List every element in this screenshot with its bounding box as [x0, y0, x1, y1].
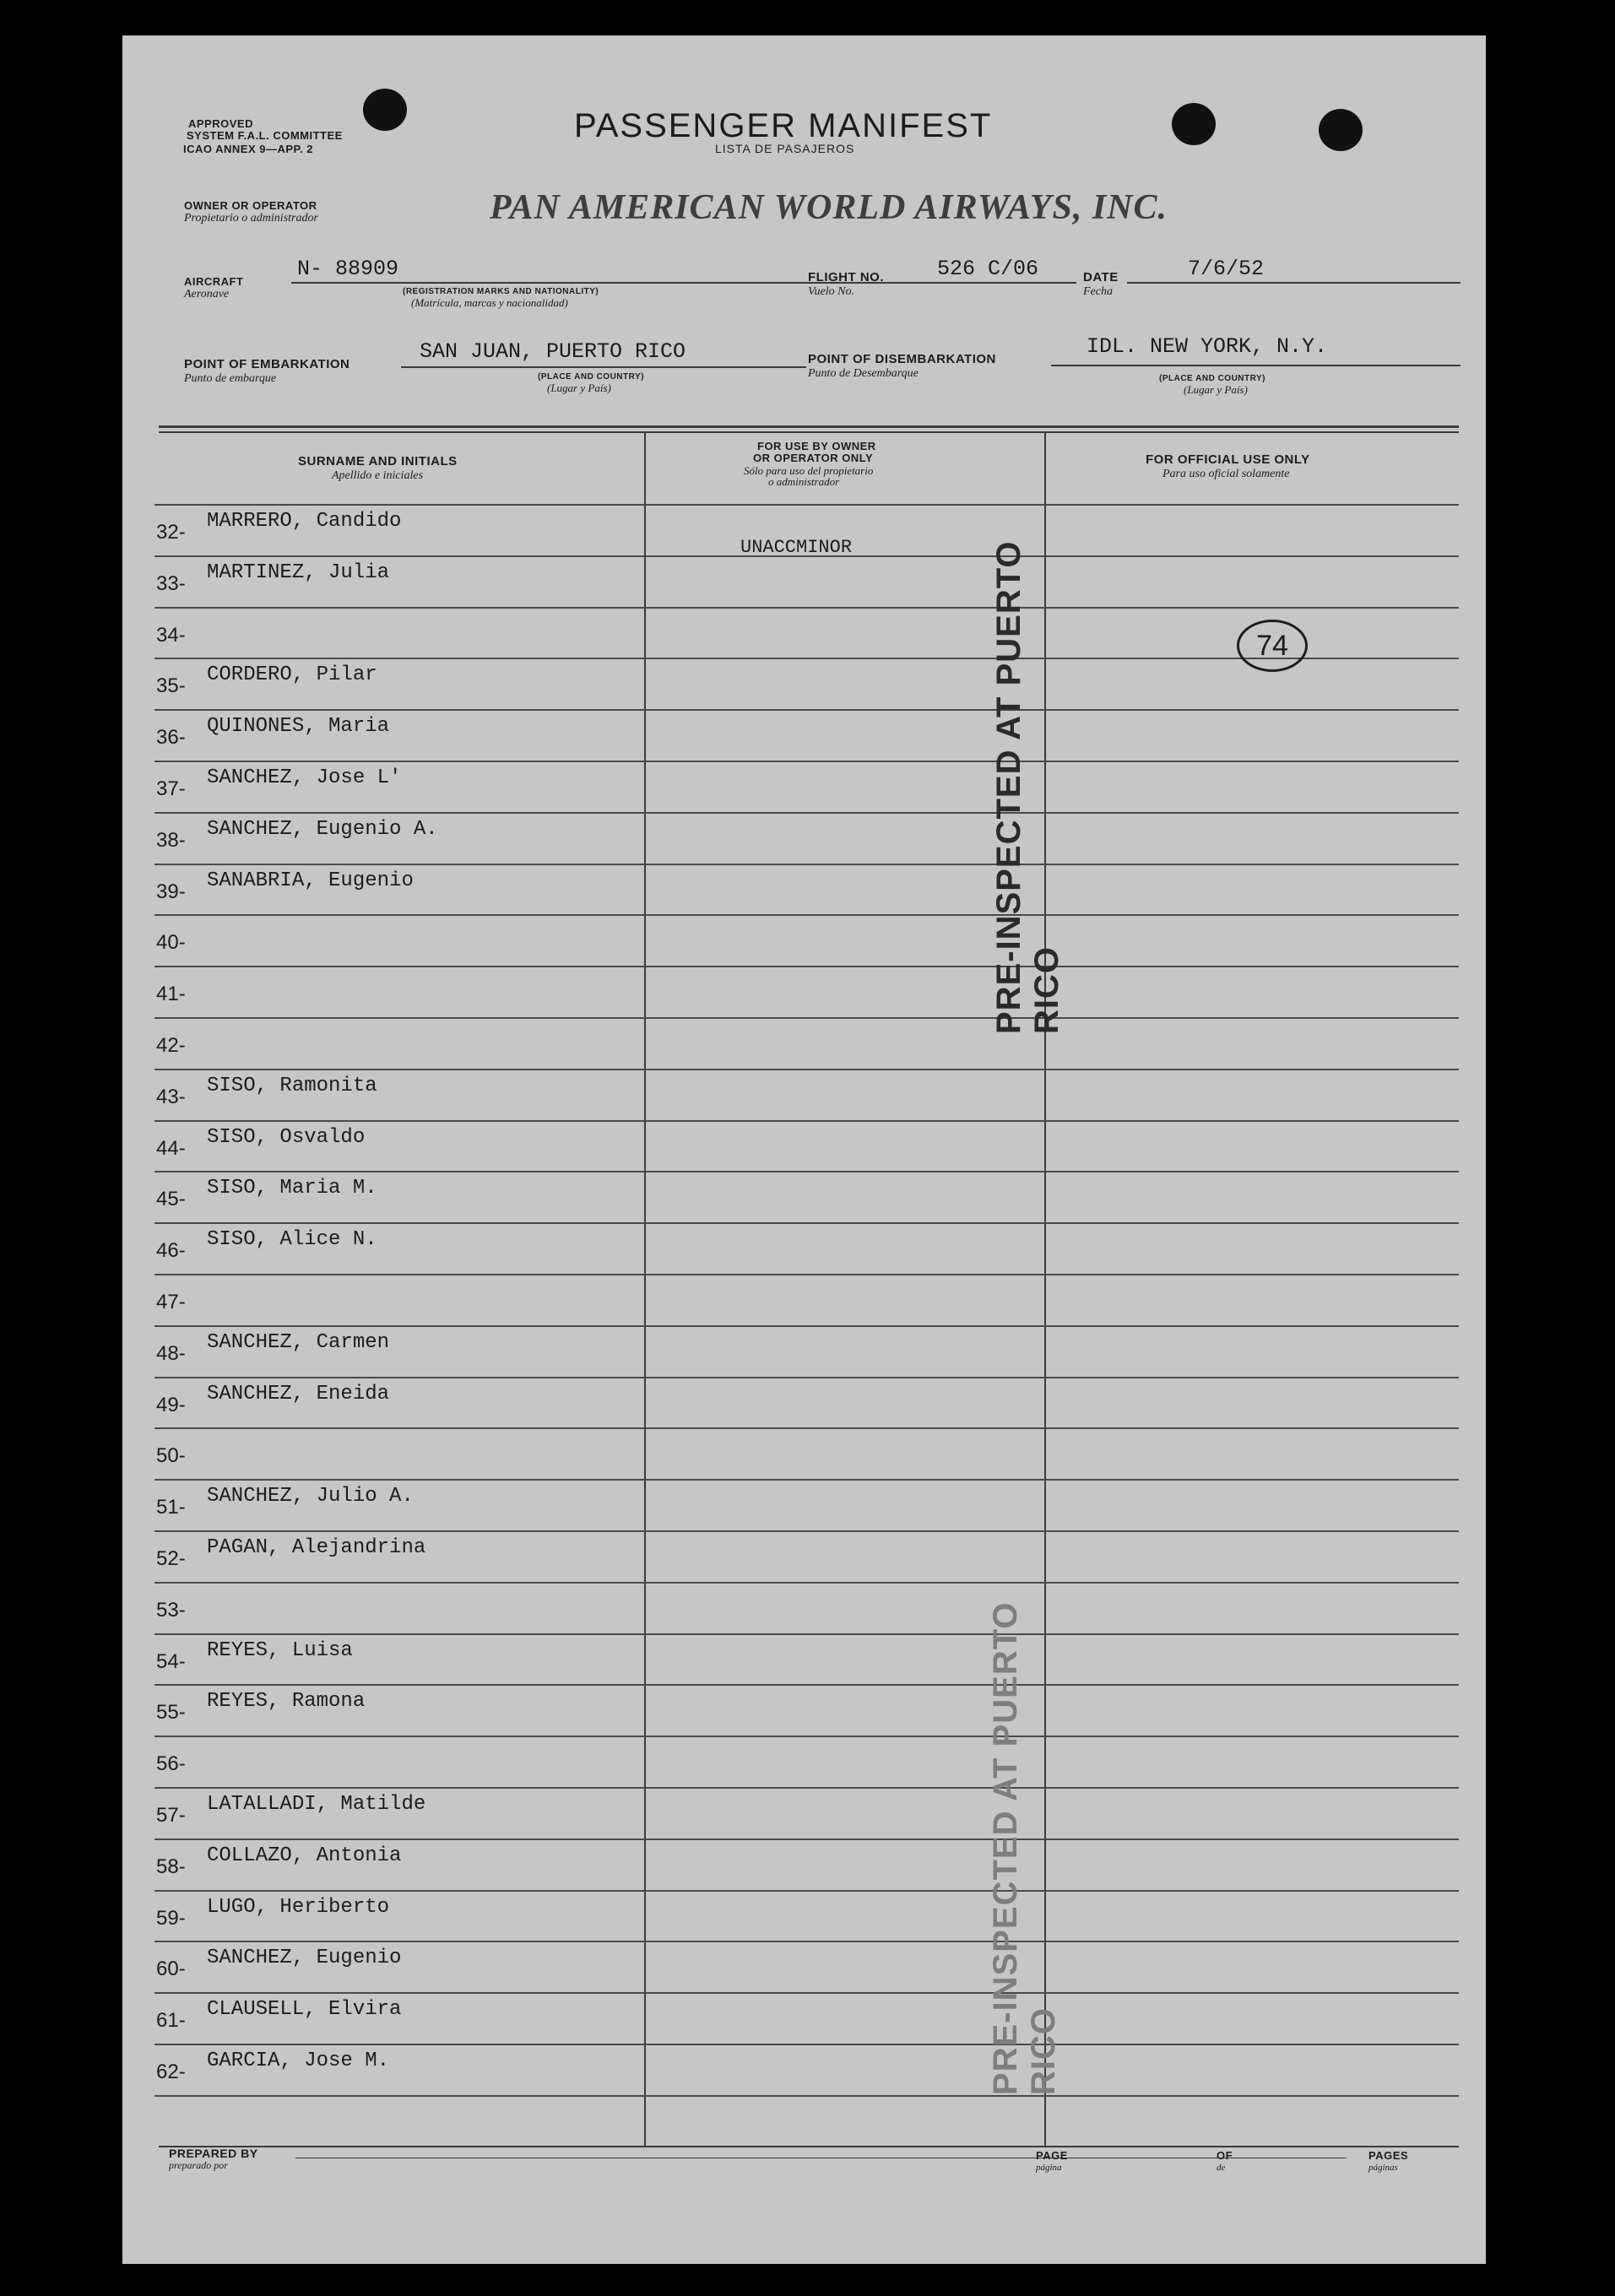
row-number: 47-	[156, 1291, 186, 1313]
row-divider	[154, 1530, 1459, 1532]
column-header-owner-es-2: o administrador	[768, 475, 840, 488]
owner-note: UNACCMINOR	[740, 537, 853, 558]
row-divider	[154, 2044, 1459, 2045]
aircraft-label-es: Aeronave	[184, 288, 230, 301]
date-label: DATE	[1083, 270, 1119, 284]
aircraft-label: AIRCRAFT	[184, 275, 244, 288]
disembark-value: IDL. NEW YORK, N.Y.	[1087, 334, 1328, 359]
page-title: PASSENGER MANIFEST	[574, 107, 993, 144]
row-divider	[154, 1684, 1459, 1686]
column-header-surname-es: Apellido e iniciales	[332, 469, 424, 482]
row-divider	[154, 1274, 1459, 1275]
passenger-name: GARCIA, Jose M.	[207, 2050, 390, 2072]
passenger-name: SANABRIA, Eugenio	[207, 869, 414, 892]
row-number: 56-	[156, 1752, 186, 1776]
icao-label: ICAO ANNEX 9—APP. 2	[183, 143, 313, 155]
aircraft-value: N- 88909	[297, 257, 399, 281]
approved-label: APPROVED	[188, 117, 253, 130]
column-header-owner-2: OR OPERATOR ONLY	[753, 452, 874, 464]
column-header-official-es: Para uso oficial solamente	[1162, 468, 1290, 480]
row-number: 62-	[156, 2060, 186, 2083]
row-divider	[154, 1222, 1459, 1224]
passenger-name: SANCHEZ, Jose L'	[207, 766, 402, 789]
owner-value: PAN AMERICAN WORLD AIRWAYS, INC.	[490, 188, 1168, 227]
row-divider	[154, 1479, 1459, 1481]
row-number: 60-	[156, 1958, 186, 1981]
row-number: 54-	[156, 1649, 186, 1673]
row-number: 40-	[156, 931, 186, 955]
passenger-name: LATALLADI, Matilde	[207, 1793, 426, 1816]
passenger-name: SANCHEZ, Eugenio A.	[207, 817, 438, 841]
row-number: 59-	[156, 1906, 186, 1930]
row-number: 43-	[156, 1085, 186, 1108]
row-divider	[154, 1120, 1459, 1122]
row-divider	[154, 1890, 1459, 1892]
row-divider	[154, 1787, 1459, 1789]
registration-label: (REGISTRATION MARKS AND NATIONALITY)	[403, 287, 599, 296]
passenger-name: REYES, Luisa	[207, 1638, 353, 1662]
passenger-name: SANCHEZ, Julio A.	[207, 1485, 414, 1508]
row-number: 41-	[156, 983, 186, 1006]
page-label-es: página	[1036, 2163, 1062, 2173]
disembark-label-es: Punto de Desembarque	[808, 367, 919, 380]
row-number: 46-	[156, 1239, 186, 1263]
passenger-name: QUINONES, Maria	[207, 715, 390, 739]
passenger-name: SISO, Ramonita	[207, 1074, 377, 1097]
row-number: 34-	[156, 623, 186, 647]
pages-label: PAGES	[1368, 2149, 1409, 2162]
embark-label: POINT OF EMBARKATION	[184, 357, 350, 371]
row-number: 48-	[156, 1341, 186, 1365]
flight-label: FLIGHT NO.	[808, 270, 884, 284]
row-number: 61-	[156, 2009, 186, 2033]
column-header-surname: SURNAME AND INITIALS	[298, 454, 458, 468]
row-divider	[154, 812, 1459, 814]
pages-label-es: páginas	[1368, 2163, 1398, 2173]
passenger-name: SANCHEZ, Carmen	[207, 1330, 390, 1354]
disembark-place-label-es: (Lugar y País)	[1184, 383, 1248, 396]
row-divider	[154, 1427, 1459, 1429]
owner-label: OWNER OR OPERATOR	[184, 199, 317, 212]
row-number: 33-	[156, 571, 186, 595]
row-divider	[154, 504, 1459, 506]
row-divider	[154, 607, 1459, 609]
passenger-name: MARRERO, Candido	[207, 510, 402, 533]
passenger-name: PAGAN, Alejandrina	[207, 1536, 426, 1559]
row-divider	[154, 1377, 1459, 1378]
row-divider	[154, 2095, 1459, 2097]
date-value: 7/6/52	[1188, 257, 1265, 281]
row-divider	[154, 966, 1459, 967]
column-header-owner-1: FOR USE BY OWNER	[757, 440, 876, 452]
disembark-label: POINT OF DISEMBARKATION	[808, 352, 996, 366]
passenger-name: REYES, Ramona	[207, 1690, 366, 1714]
date-label-es: Fecha	[1083, 285, 1113, 298]
page-subtitle: LISTA DE PASAJEROS	[715, 142, 855, 155]
row-divider	[154, 1633, 1459, 1635]
row-number: 49-	[156, 1393, 186, 1416]
row-number: 36-	[156, 726, 186, 750]
row-number: 42-	[156, 1034, 186, 1057]
punch-hole	[1319, 109, 1363, 151]
row-divider	[154, 1171, 1459, 1172]
embark-label-es: Punto de embarque	[184, 372, 277, 385]
passenger-name: SISO, Alice N.	[207, 1228, 377, 1252]
row-number: 55-	[156, 1701, 186, 1725]
row-number: 51-	[156, 1496, 186, 1519]
page-label: PAGE	[1036, 2149, 1068, 2162]
row-number: 50-	[156, 1444, 186, 1468]
prepared-label-es: preparado por	[169, 2159, 228, 2171]
row-divider	[154, 1992, 1459, 1994]
passenger-name: CORDERO, Pilar	[207, 663, 377, 687]
embark-place-label-es: (Lugar y País)	[547, 382, 611, 394]
row-divider	[154, 709, 1459, 711]
owner-label-es: Propietario o administrador	[184, 212, 318, 225]
row-divider	[154, 1941, 1459, 1942]
registration-label-es: (Matrícula, marcas y nacionalidad)	[411, 296, 568, 309]
flight-label-es: Vuelo No.	[808, 285, 854, 298]
row-divider	[154, 914, 1459, 916]
row-divider	[154, 1582, 1459, 1584]
embark-place-label: (PLACE AND COUNTRY)	[538, 372, 644, 382]
row-number: 38-	[156, 828, 186, 852]
row-divider	[154, 1017, 1459, 1019]
passenger-name: SANCHEZ, Eugenio	[207, 1947, 402, 1970]
row-divider	[154, 1325, 1459, 1327]
passenger-name: SISO, Osvaldo	[207, 1125, 366, 1149]
row-divider	[154, 1838, 1459, 1840]
column-divider	[644, 432, 646, 2146]
punch-hole	[363, 89, 407, 131]
of-label: OF	[1217, 2149, 1233, 2162]
row-number: 35-	[156, 674, 186, 698]
committee-label: SYSTEM F.A.L. COMMITTEE	[187, 129, 343, 142]
prepared-label: PREPARED BY	[169, 2147, 258, 2160]
preinspection-stamp: PRE-INSPECTED AT PUERTO RICO	[987, 1601, 1062, 2095]
row-number: 39-	[156, 880, 186, 903]
passenger-name: MARTINEZ, Julia	[207, 560, 390, 584]
punch-hole	[1172, 103, 1216, 145]
disembark-place-label: (PLACE AND COUNTRY)	[1159, 374, 1265, 383]
circled-number: 74	[1237, 620, 1308, 672]
row-number: 52-	[156, 1547, 186, 1570]
flight-value: 526 C/06	[937, 257, 1039, 281]
row-divider	[154, 1069, 1459, 1070]
row-divider	[154, 761, 1459, 762]
manifest-sheet	[122, 35, 1486, 2264]
passenger-name: SISO, Maria M.	[207, 1177, 377, 1200]
column-header-official: FOR OFFICIAL USE ONLY	[1146, 452, 1310, 467]
row-number: 58-	[156, 1855, 186, 1878]
passenger-name: SANCHEZ, Eneida	[207, 1382, 390, 1405]
row-number: 53-	[156, 1598, 186, 1622]
preinspection-stamp: PRE-INSPECTED AT PUERTO RICO	[990, 540, 1065, 1034]
row-number: 44-	[156, 1136, 186, 1160]
passenger-name: LUGO, Heriberto	[207, 1895, 390, 1919]
of-label-es: de	[1217, 2163, 1226, 2173]
row-divider	[154, 864, 1459, 865]
embark-value: SAN JUAN, PUERTO RICO	[420, 339, 686, 364]
passenger-name: COLLAZO, Antonia	[207, 1844, 402, 1867]
row-number: 45-	[156, 1188, 186, 1211]
row-number: 32-	[156, 521, 186, 544]
row-number: 57-	[156, 1804, 186, 1827]
column-header-owner-es-1: Sólo para uso del propietario	[744, 464, 874, 477]
row-number: 37-	[156, 777, 186, 800]
row-divider	[154, 1736, 1459, 1737]
passenger-name: CLAUSELL, Elvira	[207, 1998, 402, 2022]
